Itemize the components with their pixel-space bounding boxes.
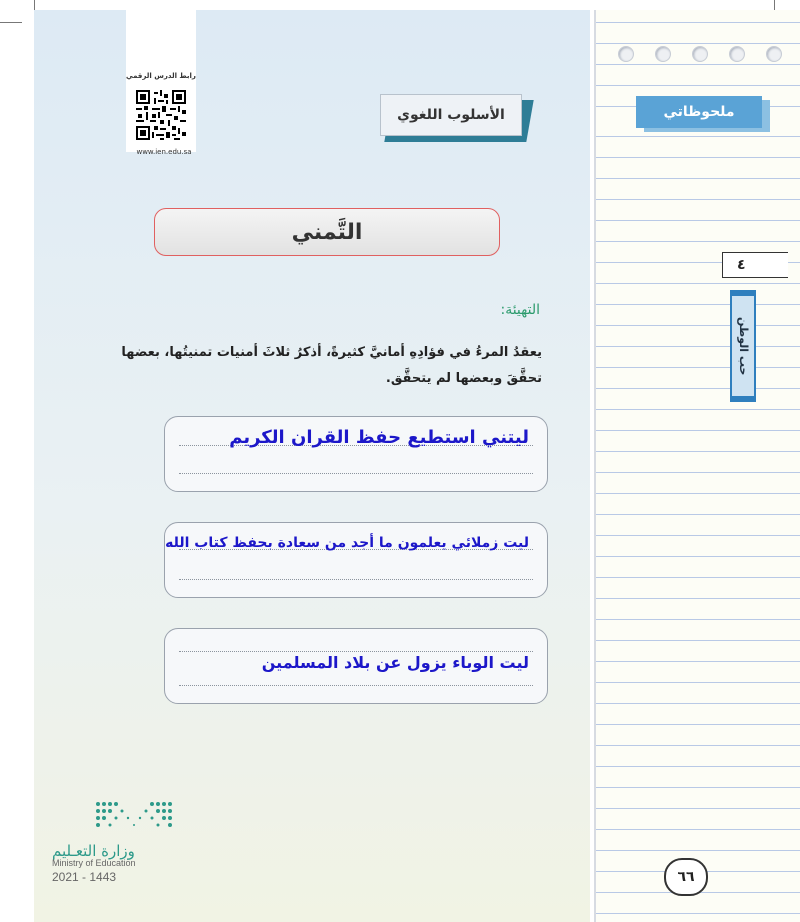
answer-box-3[interactable] bbox=[164, 628, 548, 704]
answer-box-1[interactable] bbox=[164, 416, 548, 492]
lesson-title: التَّمني bbox=[154, 208, 500, 256]
ministry-name-ar: وزارة التعـليم bbox=[52, 842, 135, 860]
unit-number: ٤ bbox=[722, 252, 788, 278]
crop-mark bbox=[0, 22, 22, 23]
unit-band bbox=[730, 290, 756, 402]
unit-title: حب الوطن bbox=[732, 296, 754, 396]
qr-card[interactable] bbox=[126, 10, 196, 156]
qr-code-icon bbox=[136, 90, 186, 140]
notes-panel bbox=[594, 10, 800, 922]
warmup-label: التهيئة: bbox=[500, 302, 540, 318]
dotted-line bbox=[179, 651, 533, 652]
page-number: ٦٦ bbox=[664, 858, 708, 896]
ministry-name-en: Ministry of Education bbox=[52, 858, 136, 868]
crop-mark bbox=[34, 0, 35, 10]
binder-hole bbox=[655, 46, 671, 62]
answer-box-2[interactable] bbox=[164, 522, 548, 598]
ministry-year: 2021 - 1443 bbox=[52, 870, 117, 884]
binder-hole bbox=[618, 46, 634, 62]
crop-mark bbox=[774, 0, 775, 10]
answer-text: ليت الوباء يزول عن بلاد المسلمين bbox=[261, 653, 529, 672]
notes-title: ملحوظاتي bbox=[636, 96, 762, 128]
dotted-line bbox=[179, 579, 533, 580]
dotted-line bbox=[179, 473, 533, 474]
qr-url[interactable]: www.ien.edu.sa bbox=[136, 148, 192, 156]
answer-text: ليتني استطيع حفظ القران الكريم bbox=[229, 427, 529, 448]
binder-hole bbox=[729, 46, 745, 62]
binder-hole bbox=[692, 46, 708, 62]
notes-tab bbox=[636, 96, 770, 132]
dotted-line bbox=[179, 685, 533, 686]
answer-text: ليت زملائي يعلمون ما أجد من سعادة بحفظ كتاب الله bbox=[165, 535, 529, 551]
section-title: الأسلوب اللغوي bbox=[380, 94, 522, 136]
section-ribbon bbox=[380, 94, 528, 140]
ministry-dots-icon bbox=[92, 798, 232, 838]
warmup-prompt: يعقدُ المرءُ في فؤادِهِ أمانيَّ كثيرةً، أذكرُ ثلاثَ أمنيات تمنيتُها، بعضها تحقَّقَ وبعضها لم يتحقَّق. bbox=[121, 345, 542, 386]
binder-hole bbox=[766, 46, 782, 62]
qr-title: رابط الدرس الرقمي bbox=[126, 72, 196, 80]
